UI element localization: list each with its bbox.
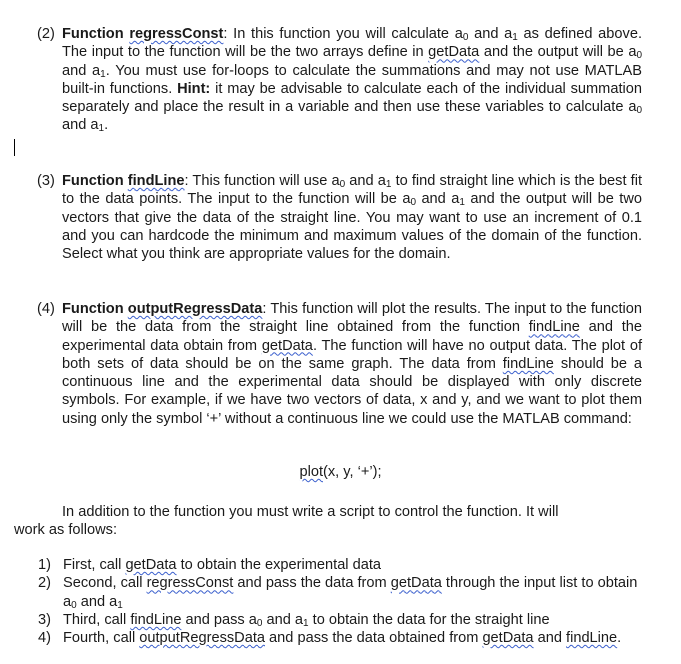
item-text: Function findLine: This function will use $a_0$ and $a_1$ to find straight line which is the best fit to the data points. The input to the function will be $a_0$ and $a_1$ and the output will be two vectors that give the data of the straight line. You may want to use an increment of 0.1 and you can hardcode the minimum and maximum values of the domain of the function. Select what you think are appropriate values for the domain.: [62, 173, 642, 263]
matlab-command: plot(x, y, ‘+’);: [299, 464, 382, 480]
function-reference: getData: [261, 337, 313, 354]
function-reference: outputRegressData: [139, 630, 265, 647]
function-name: regressConst: [129, 26, 224, 42]
steps-list: [38, 556, 643, 647]
function-reference: getData: [428, 44, 480, 61]
hint-label: Hint:: [177, 80, 211, 97]
list-item: 2) Second, call regressConst and pass the data from getData through the input list to obtain $a_0$ and $a_1$: [38, 575, 638, 611]
function-reference: regressConst: [146, 575, 234, 592]
function-keyword: Function: [62, 26, 124, 42]
list-item: 4) Fourth, call outputRegressData and pass the data obtained from getData and findLine.: [38, 630, 622, 647]
function-reference: findLine: [528, 319, 580, 336]
function-reference: findLine: [566, 630, 618, 647]
item-number: (3): [37, 173, 55, 189]
item-find-line: [37, 172, 642, 263]
script-intro-line1: In addition to the function you must write a script to control the function. It will: [62, 504, 559, 520]
item-number: (2): [37, 26, 55, 42]
function-keyword: Function: [62, 301, 124, 317]
function-name: findLine: [127, 173, 185, 189]
item-regress-const: [37, 25, 642, 135]
function-name: outputRegressData: [127, 301, 263, 317]
item-text: Function regressConst: In this function you will calculate $a_0$ and $a_1$ as defined above. The input to the function will be the two arrays define in getData and the output will be $a_0$ and $a_1$. You must use for-loops to calculate the summations and may not use MATLAB built-in functions. Hint: it may be advisable to calculate each of the individual summation separately and place the result in a variable and then use these variables to calculate $a_0$ and $a_1$.: [62, 26, 643, 135]
function-reference: getData: [390, 575, 442, 592]
item-text: Function outputRegressData: This function will plot the results. The input to the function will be the data from the straight line obtained from the function findLine and the experimental data obtain from getData. The function will have no output data. The plot of both sets of data should be on the same graph. The data from findLine should be a continuous line and the experimental data should be displayed with only discrete symbols. For example, if we have two vectors of data, x and y, and we want to plot them using only the symbol ‘+’ without a continuous line we could use the MATLAB command:: [62, 301, 643, 427]
list-item: 3) Third, call findLine and pass $a_0$ and $a_1$ to obtain the data for the straight line: [38, 611, 550, 629]
function-reference: getData: [482, 630, 534, 647]
function-reference: findLine: [130, 611, 182, 628]
function-reference: findLine: [502, 355, 554, 372]
command-function: plot: [299, 464, 323, 480]
function-keyword: Function: [62, 173, 124, 189]
text-cursor: [14, 139, 15, 156]
list-item: 1) First, call getData to obtain the experimental data: [38, 557, 382, 573]
function-reference: getData: [125, 557, 177, 573]
item-number: (4): [37, 301, 55, 317]
script-intro-line2: work as follows:: [14, 522, 117, 538]
item-output-regress-data: [37, 300, 642, 428]
